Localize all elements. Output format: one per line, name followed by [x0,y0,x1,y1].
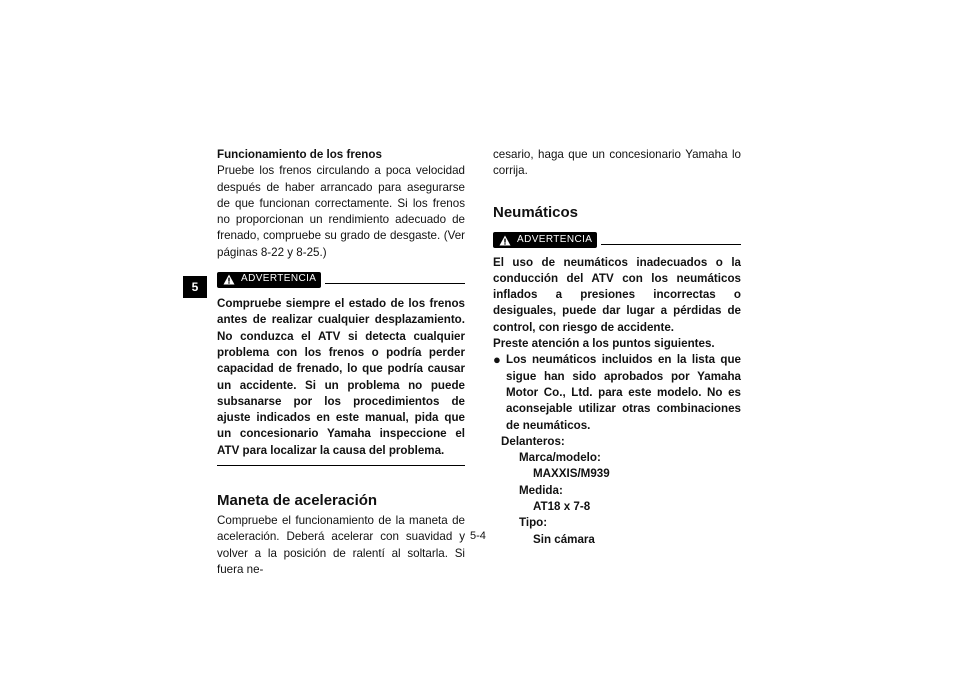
tires-heading: Neumáticos [493,203,579,221]
throttle-body: Compruebe el funcionamiento de la maneta de aceleración. Deberá acelerar con suavidad y volver a la posición de ralentí al soltarla. Si fuera ne- [217,514,465,576]
warning-triangle-icon [499,235,511,246]
tires-warning-intro: El uso de neumáticos inadecuados o la conducción del ATV con los neumáticos inflados a presiones incorrectas o desiguales, puede dar lugar a pérdidas de control, con riesgo de accidente. [493,255,741,334]
type-label: Tipo: [519,516,548,530]
warning-badge [493,232,597,248]
size-value: AT18 x 7-8 [533,500,591,514]
bullet-dot-icon: ● [493,352,501,368]
brand-model-label: Marca/modelo: [519,451,601,465]
right-column [493,147,741,548]
tires-bullet-text: Los neumáticos incluidos en la lista que sigue han sido aprobados por Yamaha Motor Co., Ltd. para este modelo. No es aconsejable utilizar otras combinaciones de neumáticos. [506,353,741,432]
warning-rule [601,244,741,245]
warning-label: ADVERTENCIA [241,273,317,285]
warning-rule [325,283,465,284]
tires-attention-line: Preste atención a los puntos siguientes. [493,337,715,351]
brakes-title: Funcionamiento de los frenos [217,148,382,161]
chapter-tab [183,276,207,298]
size-label: Medida: [519,483,563,497]
tires-warning-header [493,232,741,249]
tires-bullet-item [493,352,741,433]
brakes-warning-text: Compruebe siempre el estado de los frenos antes de realizar cualquier desplazamiento. No conduzca el ATV si detecta cualquier problema con los frenos o podría perder capacidad de frenado, lo que podría causar un accidente. Si un problema no puede subsanarse por los procedimientos de ajuste indicados en este manual, pida que un concesionario Yamaha inspeccione el ATV para localizar la causa del problema. [217,297,465,457]
chapter-number: 5 [191,280,199,294]
type-value: Sin cámara [533,532,595,546]
warning-label: ADVERTENCIA [517,233,593,245]
brakes-warning-header [217,271,465,288]
front-tires-label: Delanteros: [501,434,565,448]
left-column [217,147,465,578]
throttle-body-continued: cesario, haga que un concesionario Yamaha lo corrija. [493,148,741,178]
warning-badge [217,272,321,288]
warning-triangle-icon [223,274,235,285]
brand-model-value: MAXXIS/M939 [533,467,610,481]
brakes-body: Pruebe los frenos circulando a poca velocidad después de haber arrancado para asegurarse de que funcionan correctamente. Si los frenos no proporcionan un rendimiento adecuado de frenado, compruebe su grado de desgaste. (Ver páginas 8-22 y 8-25.) [217,164,465,259]
throttle-heading: Maneta de aceleración [217,492,378,510]
page-number: 5-4 [470,530,486,542]
